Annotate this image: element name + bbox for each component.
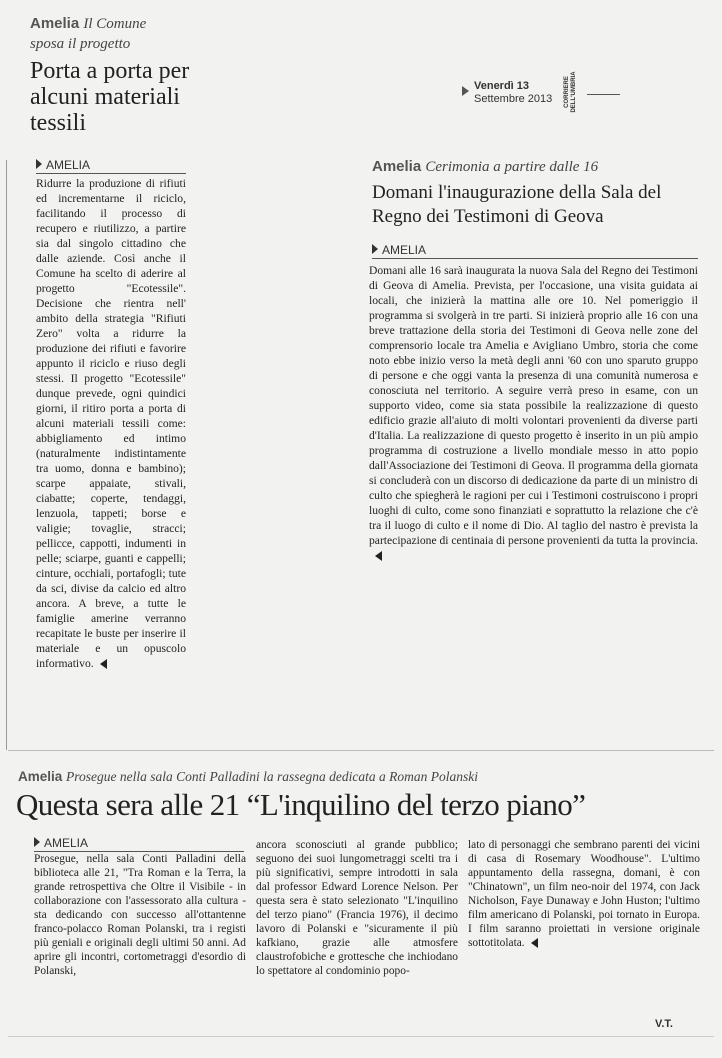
article2-body [369, 263, 698, 563]
article3-col1: Prosegue, nella sala Conti Palladini della biblioteca alle 21, "Tra Roman e la Terra, la grande retrospettiva che Oltre il Visibile - in collaborazione con l'assessorato alla cultura - sta dedicando con successo all'ottantenne franco-polacco Roman Polanski, tra i registi più geniali e originali degli ultimi 50 anni. Ad aprire gli incontri, cortometraggi d'esordio di Polanski, [34, 853, 246, 977]
masthead [462, 71, 622, 118]
article2-kicker [372, 158, 692, 176]
article2-kicker-sub: Cerimonia a partire dalle 16 [425, 159, 599, 175]
bottom-rule [8, 1036, 714, 1037]
article3-kicker [18, 768, 708, 785]
masthead-arrow-icon [462, 86, 469, 96]
article3-col3 [468, 838, 700, 950]
article1-byline-text: AMELIA [46, 158, 91, 172]
article3-kicker-sub: Prosegue nella sala Conti Palladini la rassegna dedicata a Roman Polanski [66, 769, 479, 784]
article3-col2: ancora sconosciuti al grande pubblico; seguono dei suoi lungometraggi scelti tra i più significativi, sempre introdotti in sala dal professor Edward Lorence Nelson. Per questa sera è stato selezionato "L'inquilino del terzo piano" (Francia 1976), il decimo lavoro di Polanski e "sicuramente il più kafkiano, grazie alle atmosfere claustrofobiche e grottesche che inchiodano lo spettatore al condominio popo- [256, 839, 458, 977]
end-of-article-icon [531, 938, 538, 948]
article3-byline-text: AMELIA [44, 836, 89, 850]
masthead-paper: CORRIERE DELL'UMBRIA [564, 71, 577, 113]
end-of-article-icon [375, 551, 382, 561]
article1-kicker [30, 14, 180, 54]
byline-arrow-icon [34, 837, 40, 847]
masthead-date: Settembre 2013 [474, 93, 553, 105]
article1-body [36, 176, 186, 671]
article1-byline [36, 158, 186, 174]
article2-headline: Domani l'inaugurazione della Sala del Regno dei Testimoni di Geova [372, 182, 662, 227]
end-of-article-icon [100, 659, 107, 669]
article1-headline: Porta a porta per alcuni materiali tessili [30, 58, 190, 136]
article2-byline-text: AMELIA [382, 243, 427, 257]
article1-body-text: Ridurre la produzione di rifiuti ed incrementarne il riciclo, facilitando il processo di recupero e riutilizzo, a partire sia dal singolo cittadino che dalle aziende. Così anche il Comune ha scelto di aderire al progetto "Ecotessile". Decisione che rientra nell' ambito della strategia "Rifiuti Zero" volta a ridurre la produzione dei rifiuti e favorire appunto il riciclo e riuso degli stessi. Il progetto "Ecotessile" dunque prevede, ogni quindici giorni, il ritiro porta a porta di alcuni materiali tessili come: abbigliamento ed intimo (naturalmente indistintamente tra uomo, donna e bambino); scarpe appaiate, stivali, ciabatte; coperte, tendaggi, lenzuola, tappeti; borse e valigie; tovaglie, stracci; pellicce, cappotti, indumenti in pelle; sciarpe, guanti e cappelli; cinture, occhiali, portafogli; tute da sci, divise da calcio ed altro ancora. A breve, a tutte le famiglie amerine verranno recapitate le buste per inserire il materiale e un opuscolo informativo. [36, 177, 186, 670]
article3-headline: Questa sera alle 21 “L'inquilino del terzo piano” [16, 787, 586, 822]
article2-body-text: Domani alle 16 sarà inaugurata la nuova Sala del Regno dei Testimoni di Geova di Amelia. Prevista, per l'occasione, una visita guidata ai locali, che inizierà la mattina alle ore 10. Nel pomeriggio il programma si svolgerà in tre parti. Si inizierà proprio alle 16 con una breve trattazione della storia dei Testimoni di Geova nelle zone del comprensorio locale tra Amelia e Avigliano Umbro, storia che come noto ebbe inizio verso la metà degli anni '60 con uno sparuto gruppo di persone e che oggi vanta la presenza di una comunità numerosa e conosciuta nel territorio. A seguire verrà preso in esame, con un supporto video, come sia stata possibile la realizzazione di questo edificio grazie all'aiuto di molti volontari provenienti da diverse parti d'Italia. La realizzazione di questo progetto è inserito in un più ampio programma di costruzione a livello mondiale messo in atto popio dall'Associazione dei Testimoni di Geova. Il programma della giornata si concluderà con un discorso di dedicazione da parte di un ministro di culto che spiegherà le ragioni per cui i Testimoni costruiscono i propri luoghi di culto, come sono finanziati e soprattutto la relazione che c'è tra il luogo di culto e il nome di Dio. Al taglio del nastro è prevista la partecipazione di centinaia di persone provenienti da tutta la provincia. [369, 264, 699, 547]
byline-arrow-icon [372, 244, 378, 254]
byline-arrow-icon [36, 159, 42, 169]
article3-byline [34, 836, 244, 852]
masthead-day: Venerdì 13 [474, 80, 530, 92]
article1-kicker-place: Amelia [30, 15, 80, 32]
masthead-rule [587, 94, 620, 95]
section-divider [8, 750, 714, 751]
article1-kicker-sub: Il Comune sposa il progetto [30, 16, 147, 52]
article2-byline [372, 243, 698, 259]
article3-signature: V.T. [655, 1018, 673, 1030]
article1-rule-left [6, 160, 7, 750]
article3-col3-text: lato di personaggi che sembrano parenti dei vicini di casa di Rosemary Woodhouse". L'ultimo appuntamento della rassegna, domani, è con "Chinatown", un film neo-noir del 1974, con Jack Nicholson, Faye Dunaway e John Huston; l'ultimo film americano di Polanski, poi tornato in Europa. I film saranno proiettati in versione originale sottotitolata. [468, 839, 700, 949]
article3-kicker-place: Amelia [18, 769, 63, 784]
article2-kicker-place: Amelia [372, 158, 422, 175]
